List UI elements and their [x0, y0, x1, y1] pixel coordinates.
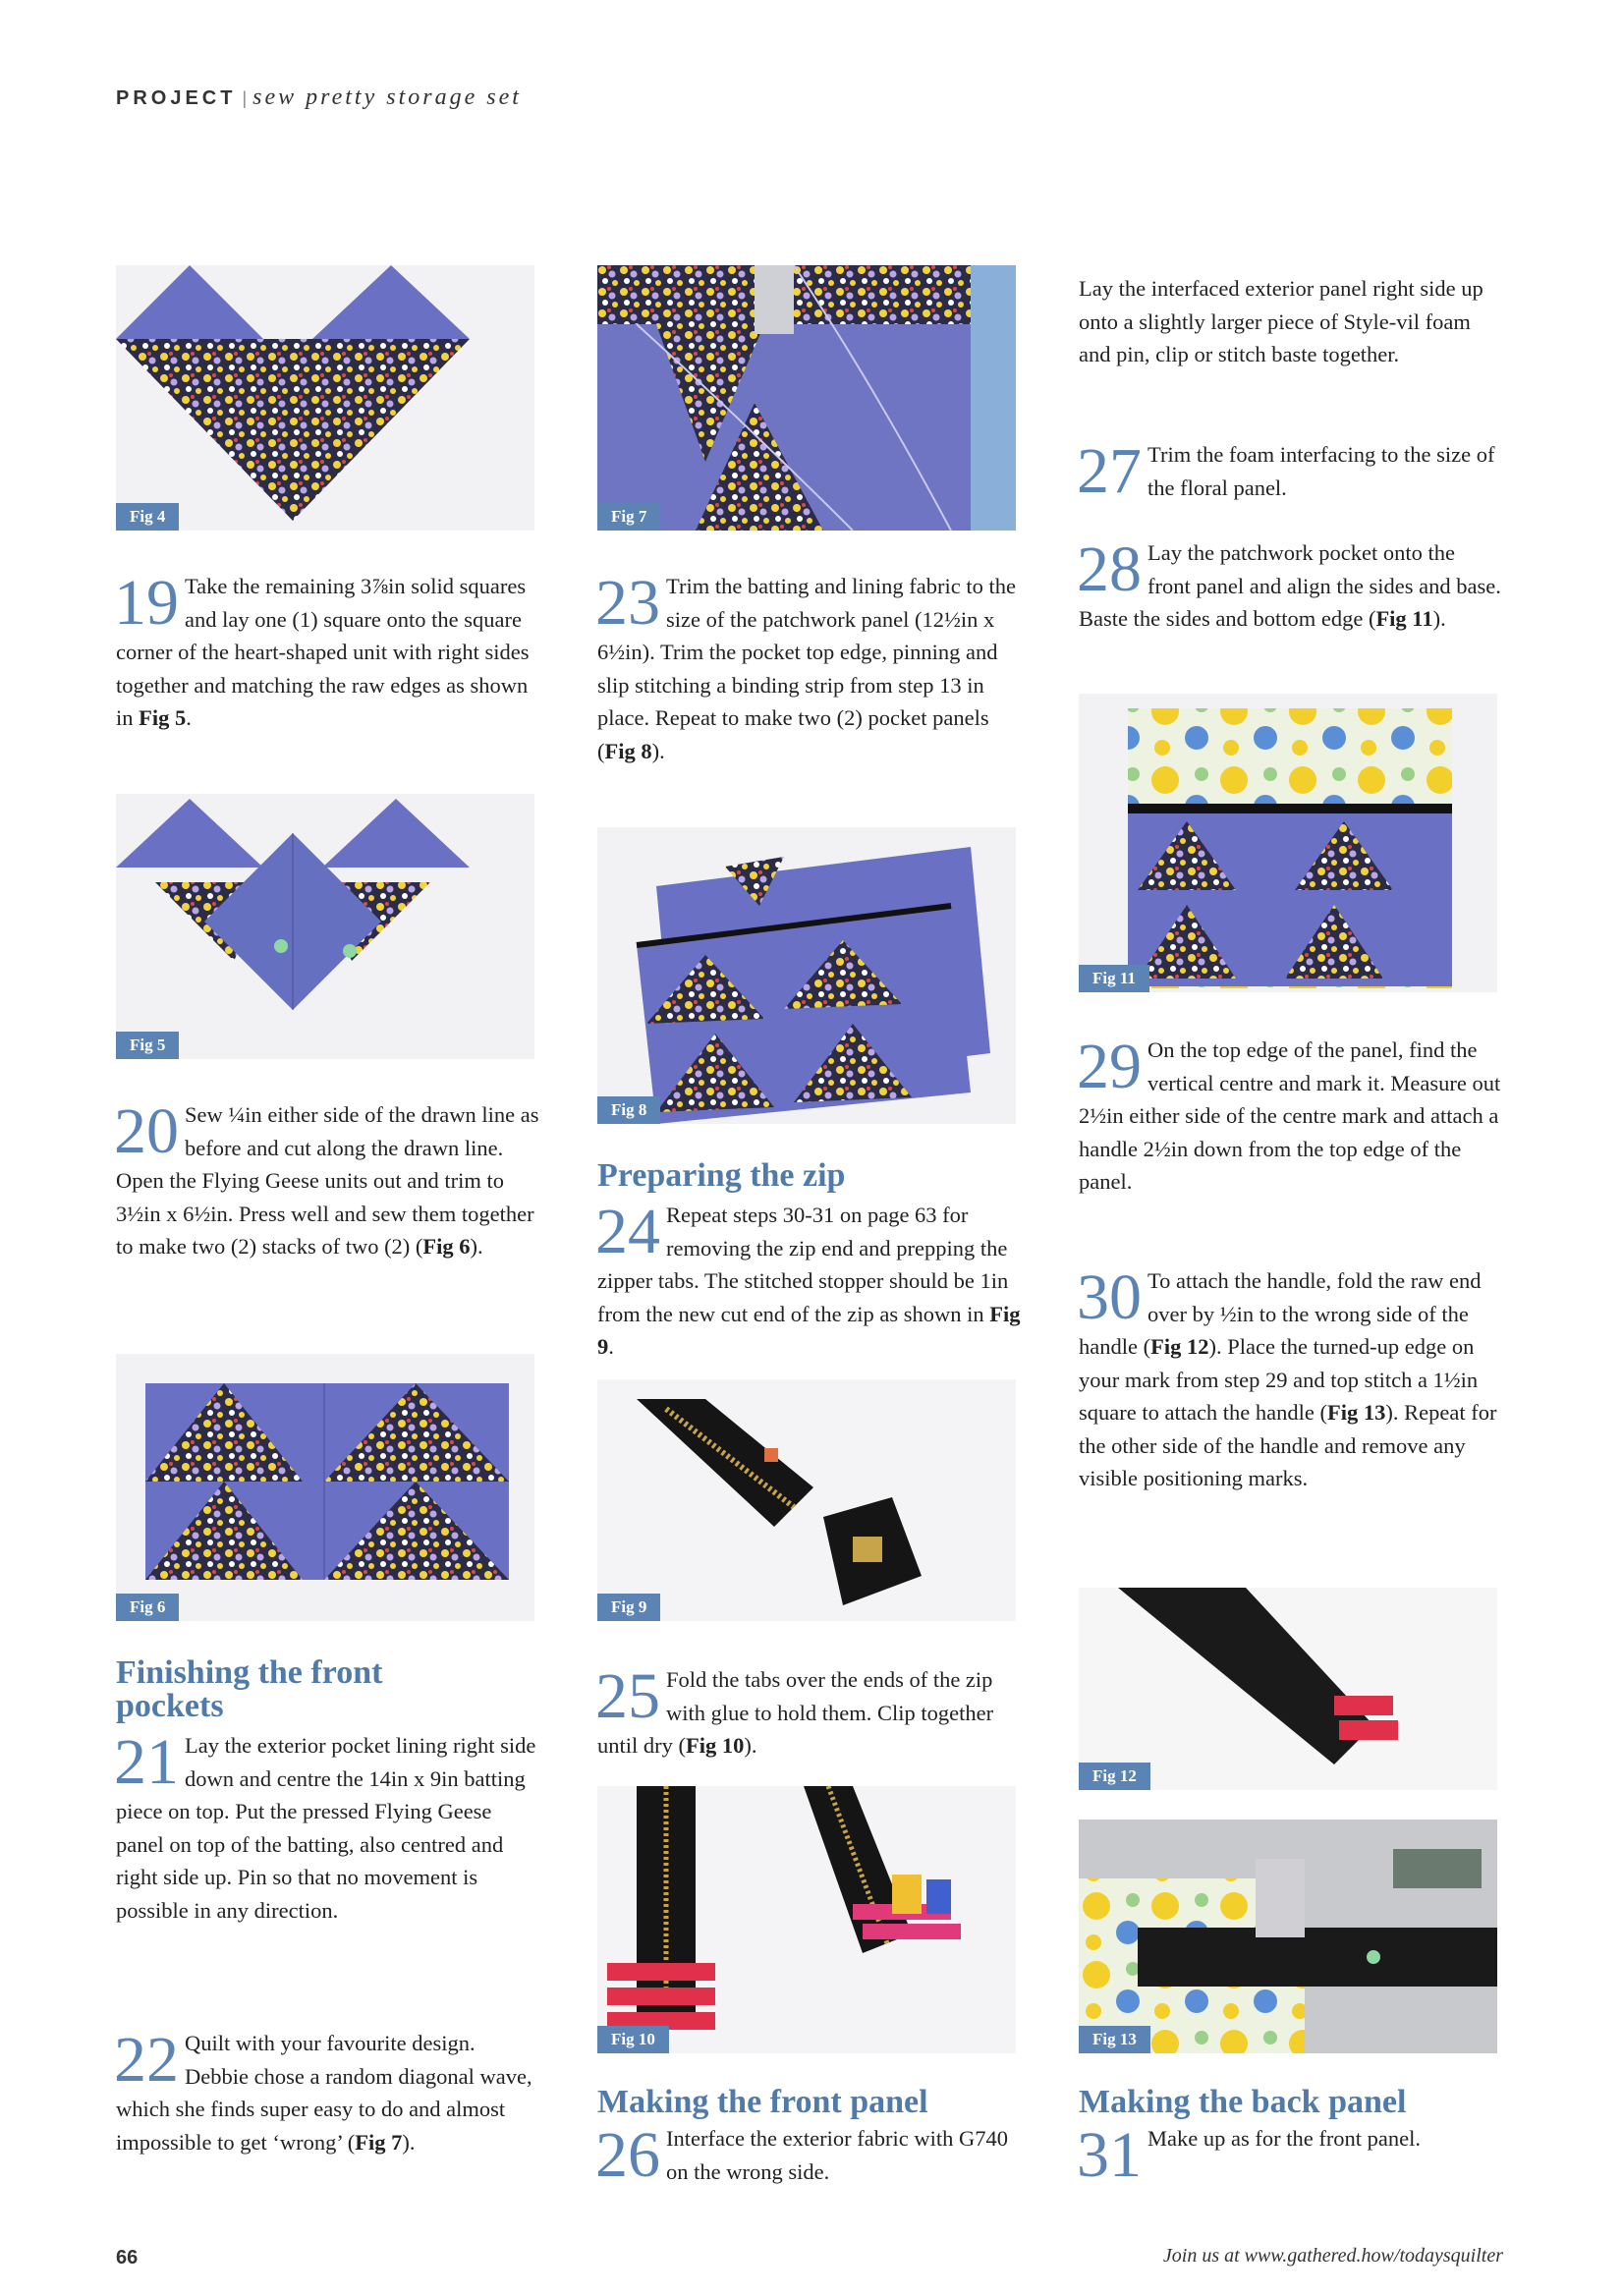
step-29: 29 On the top edge of the panel, find the vertical centre and mark it. Measure out 2½in either side of the centre mark and attach a handle 2½in down from the top edge of the panel. [1077, 1031, 1501, 1194]
step-25: 25 Fold the tabs over the ends of the zip with glue to hold them. Clip together until dry (Fig 10). [595, 1660, 994, 1758]
figure-10 [597, 1786, 1016, 2053]
header-separator: | [242, 88, 248, 108]
figure-9 [597, 1379, 1016, 1621]
figure-8 [597, 827, 1016, 1124]
step-30: 30 To attach the handle, fold the raw end over by ½in to the wrong side of the handle (Fig 12). Place the turned-up edge on your mark from step 29 and top stitch a 1½in square to attach the handle (Fig 13). Repeat for the other side of the handle and remove any visible positioning marks. [1077, 1261, 1497, 1490]
figure-4 [116, 265, 534, 531]
step-22: 22 Quilt with your favourite design. Debbie chose a random diagonal wave, which she finds super easy to do and almost impossible to get ‘wrong’ (Fig 7). [114, 2024, 532, 2155]
figure-13 [1079, 1820, 1497, 2053]
zip-with-cut-end-photo [597, 1379, 1016, 1621]
step-number: 26 [595, 2119, 660, 2191]
figure-13-caption: Fig 13 [1079, 2026, 1150, 2053]
step-number: 24 [595, 1196, 660, 1267]
page-number: 66 [116, 2247, 139, 2268]
step-number: 29 [1077, 1031, 1142, 1102]
flying-geese-stacks-illustration [116, 1354, 534, 1621]
zips-with-clips-photo [597, 1786, 1016, 2053]
heading-finishing-front-pockets: Finishing the front pockets [116, 1654, 383, 1724]
step-number: 30 [1077, 1261, 1142, 1333]
figure-12-caption: Fig 12 [1079, 1763, 1150, 1790]
step-number: 19 [114, 567, 179, 639]
step-number: 27 [1077, 435, 1142, 507]
front-panel-with-pocket-photo [1079, 694, 1497, 992]
section-label: PROJECT [116, 87, 237, 109]
figure-9-caption: Fig 9 [597, 1594, 660, 1621]
figure-8-caption: Fig 8 [597, 1096, 660, 1124]
stitching-handle-photo [1079, 1820, 1497, 2053]
step-number: 28 [1077, 533, 1142, 605]
figure-7-caption: Fig 7 [597, 503, 660, 531]
figure-4-caption: Fig 4 [116, 503, 179, 531]
handle-end-clips-photo [1079, 1588, 1497, 1790]
step-number: 25 [595, 1660, 660, 1732]
figure-11-caption: Fig 11 [1079, 965, 1149, 992]
heart-unit-illustration [116, 265, 534, 531]
figure-6-caption: Fig 6 [116, 1594, 179, 1621]
quilting-under-machine-photo [597, 265, 1016, 531]
step-21: 21 Lay the exterior pocket lining right side down and centre the 14in x 9in batting piece on top. Put the pressed Flying Geese panel on top of the batting, also centred and right side up. Pin so that no movement is possible in any direction. [114, 1726, 536, 1923]
heading-making-back-panel: Making the back panel [1079, 2084, 1407, 2120]
figure-11 [1079, 694, 1497, 992]
step-20: 20 Sew ¼in either side of the drawn line as before and cut along the drawn line. Open the Flying Geese units out and trim to 3½in x 6½in. Press well and sew them together to make two (2) stacks of two (2) (Fig 6). [114, 1095, 539, 1259]
two-pocket-panels-photo [597, 827, 1016, 1124]
figure-10-caption: Fig 10 [597, 2026, 669, 2053]
step-number: 21 [114, 1726, 179, 1798]
heart-unit-with-square-illustration [116, 794, 534, 1059]
project-title: sew pretty storage set [252, 84, 522, 110]
heading-preparing-zip: Preparing the zip [597, 1157, 846, 1194]
footer-url: Join us at www.gathered.how/todaysquilter [1162, 2245, 1503, 2267]
step-28: 28 Lay the patchwork pocket onto the front panel and align the sides and base. Baste the sides and bottom edge (Fig 11). [1077, 533, 1501, 631]
intro-text: Lay the interfaced exterior panel right side up onto a slightly larger piece of Style-vil foam and pin, clip or stitch baste together. [1079, 276, 1483, 366]
step-number: 23 [595, 567, 660, 639]
step-26: 26 Interface the exterior fabric with G740 on the wrong side. [595, 2119, 1008, 2191]
step-number: 22 [114, 2024, 179, 2096]
heading-making-front-panel: Making the front panel [597, 2084, 928, 2120]
step-27: 27 Trim the foam interfacing to the size of the floral panel. [1077, 435, 1495, 507]
figure-7 [597, 265, 1016, 531]
step-24: 24 Repeat steps 30-31 on page 63 for removing the zip end and prepping the zipper tabs. The stitched stopper should be 1in from the new cut end of the zip as shown in Fig 9. [595, 1196, 1021, 1359]
step-19: 19 Take the remaining 3⅞in solid squares and lay one (1) square onto the square corner of the heart-shaped unit with right sides together and matching the raw edges as shown in Fig 5. [114, 567, 530, 730]
running-header [116, 84, 522, 111]
step-number: 31 [1077, 2119, 1142, 2191]
figure-12 [1079, 1588, 1497, 1790]
figure-6 [116, 1354, 534, 1621]
step-23: 23 Trim the batting and lining fabric to the size of the patchwork panel (12½in x 6½in). Trim the pocket top edge, pinning and slip stitching a binding strip from step 13 in place. Repeat to make two (2) pocket panels (Fig 8). [595, 567, 1016, 763]
step-number: 20 [114, 1095, 179, 1167]
figure-5-caption: Fig 5 [116, 1032, 179, 1059]
step-31: 31 Make up as for the front panel. [1077, 2119, 1422, 2191]
figure-5 [116, 794, 534, 1059]
